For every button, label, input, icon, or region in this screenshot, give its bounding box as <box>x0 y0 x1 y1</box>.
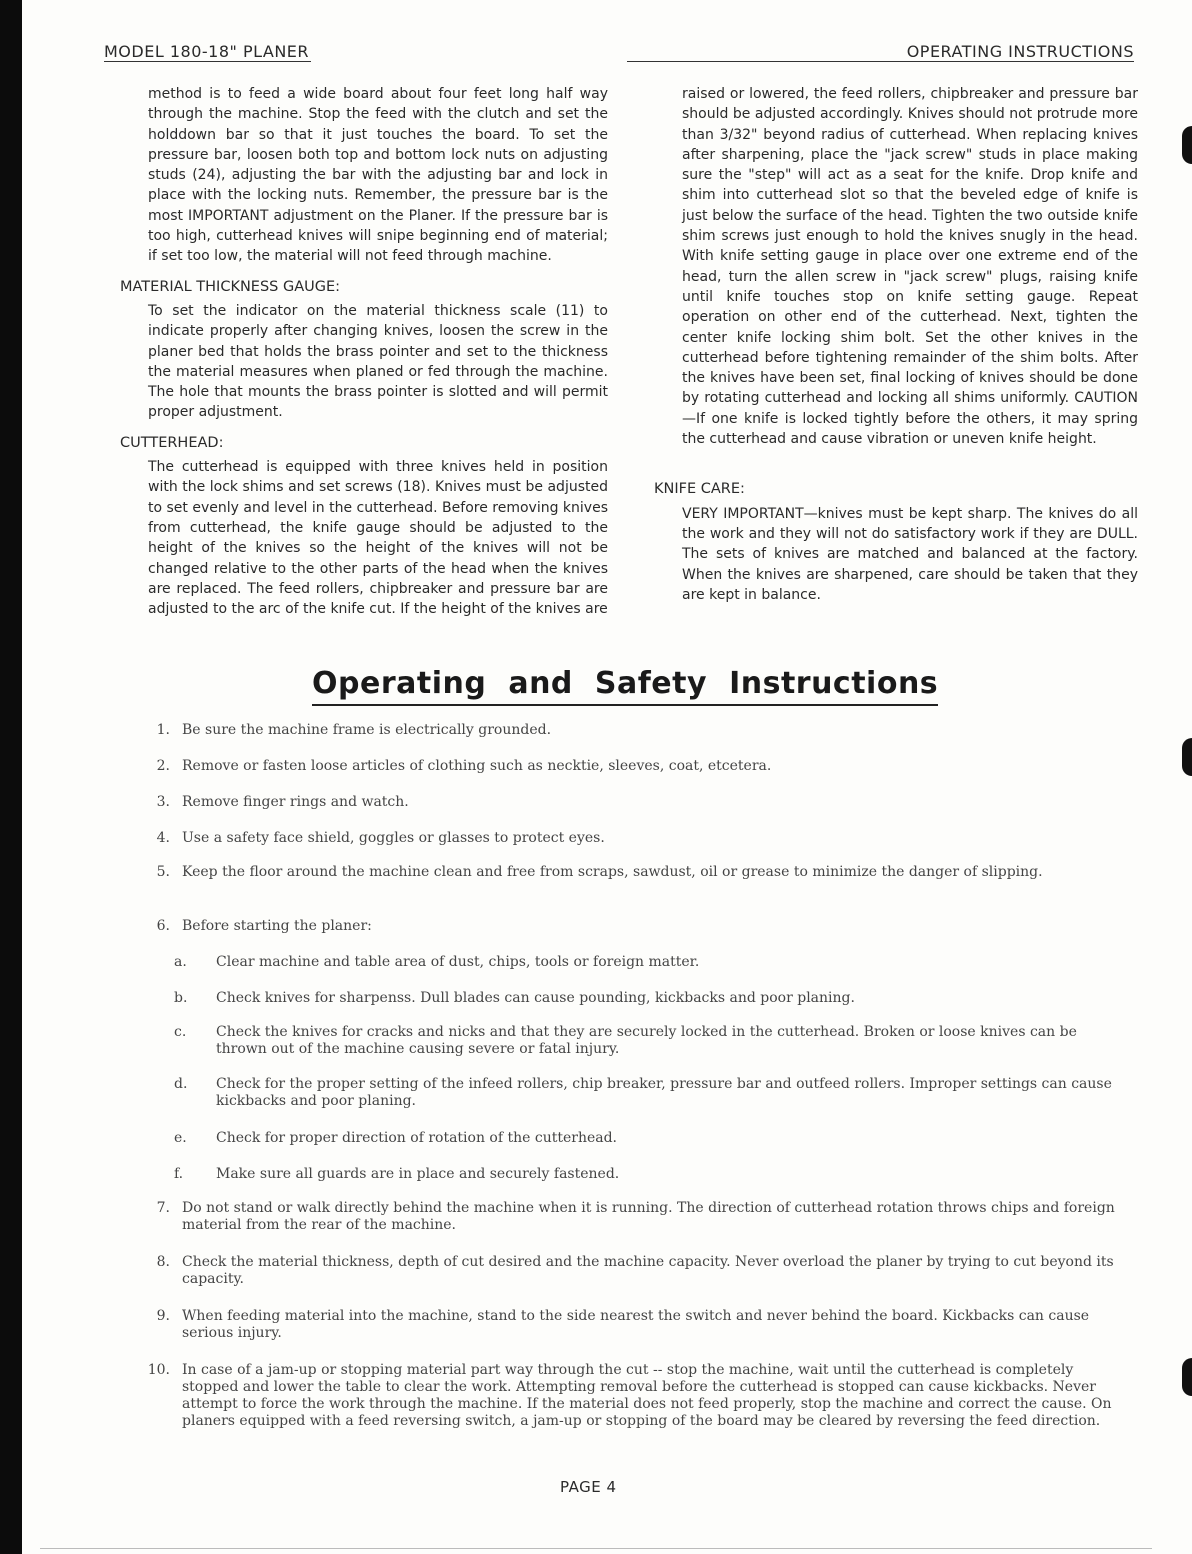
title-word: and <box>508 666 573 701</box>
title-word: Operating <box>312 666 487 701</box>
title-word: Instructions <box>729 666 939 701</box>
header-model: MODEL 180-18" PLANER <box>104 42 310 61</box>
header-section: OPERATING INSTRUCTIONS <box>627 42 1134 62</box>
page-edge <box>40 1548 1152 1549</box>
knife-care-text: VERY IMPORTANT—knives must be kept sharp. The knives do all the work and they will not do satisfactory work if they are DULL. The sets of knives are matched and balanced at the factory. When the knives are sharpened, care should be taken that they are kept in balance. <box>682 505 1138 603</box>
cutterhead-text: The cutterhead is equipped with three knives held in position with the lock shims and set screws (18). Knives must be adjusted to set evenly and level in the cutterhead. Before removing knives from cutterhead, the knife gauge should be adjusted to the height of the knives so the height of the knives will not be changed relative to the other parts of the head when the knives are replaced. The feed rollers, chipbreaker and pressure bar are adjusted to the arc of the knife cut. If the height of the knives are <box>148 459 608 618</box>
cutterhead-heading: CUTTERHEAD: <box>120 434 224 451</box>
left-column <box>120 84 608 619</box>
punch-hole <box>1182 738 1192 776</box>
gauge-heading: MATERIAL THICKNESS GAUGE: <box>120 278 341 295</box>
knife-care-heading: KNIFE CARE: <box>654 481 745 498</box>
title-word: Safety <box>594 666 708 701</box>
page-header <box>104 42 1134 66</box>
gauge-text: To set the indicator on the material thickness scale (11) to indicate properly after changing knives, loosen the screw in the planer bed that holds the brass pointer and set to the thickness the material measures when planed or fed through the machine. The hole that mounts the brass pointer is slotted and will permit proper adjustment. <box>148 302 608 421</box>
page-number: PAGE 4 <box>560 1478 617 1496</box>
punch-hole <box>1182 1358 1192 1396</box>
punch-hole <box>1182 126 1192 164</box>
cutterhead-continued-text: raised or lowered, the feed rollers, chipbreaker and pressure bar should be adjusted accordingly. Knives should not protrude more than 3/32" beyond radius of cutterhead. When replacing knives after sharpening, place the "jack screw" studs in place making sure the "step" will act as a seat for the knife. Drop knife and shim into cutterhead slot so that the beveled edge of knife is just below the surface of the head. Tighten the two outside knife shim screws just enough to hold the knives snugly in the head. With knife setting gauge in place over one extreme end of the head, turn the allen screw in "jack screw" plugs, raising knife until knife touches stop on knife setting gauge. Repeat operation on other end of the cutterhead. Next, tighten the center knife locking shim bolt. Set the other knives in the cutterhead before tightening remainder of the shim bolts. After the knives have been set, final locking of knives should be done by rotating cutterhead and locking all shims uniformly. CAUTION—If one knife is locked tightly before the others, it may spring the cutterhead and cause vibration or uneven knife height. <box>682 86 1138 448</box>
binding-edge <box>0 0 22 1554</box>
right-column <box>654 84 1138 605</box>
pressure-bar-text: method is to feed a wide board about four feet long half way through the machine. Stop the feed with the clutch and set the holddown bar so that it just touches the board. To set the pressure bar, loosen both top and bottom lock nuts on adjusting studs (24), adjusting the bar with the adjusting bar and lock in place with the locking nuts. Remember, the pressure bar is the most IMPORTANT adjustment on the Planer. If the pressure bar is too high, cutterhead knives will snipe beginning end of material; if set too low, the material will not feed through machine. <box>148 86 608 265</box>
section-title <box>312 664 938 706</box>
